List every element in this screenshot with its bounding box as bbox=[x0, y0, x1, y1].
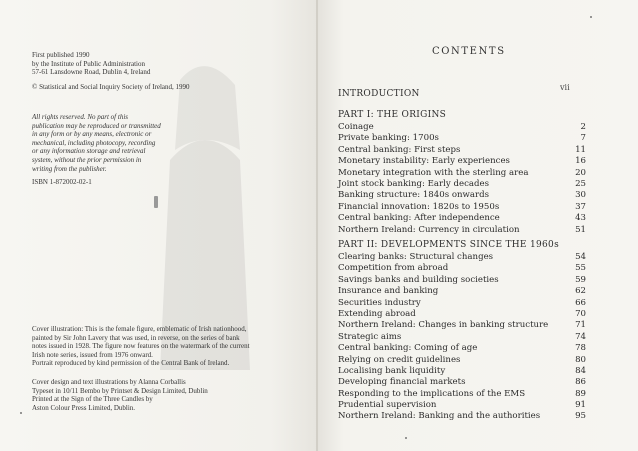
production-credits: Cover design and text illustrations by Alanna Corballis Typeset in 10/11 Bembo by Printset & Design Limited, Dublin Printed at the Sign of the Three Candles by Aston Colour Press Limited, Dublin. bbox=[32, 378, 208, 412]
toc-entry[interactable]: Private banking: 1700s 7 bbox=[338, 133, 586, 144]
toc-entry[interactable]: Central banking: After independence 43 bbox=[338, 213, 586, 224]
toc-entry[interactable]: Monetary instability: Early experiences 16 bbox=[338, 156, 586, 167]
toc-entry[interactable]: Savings banks and building societies 59 bbox=[338, 274, 586, 285]
toc-entry[interactable]: Northern Ireland: Changes in banking structure 71 bbox=[338, 320, 586, 331]
toc-entry[interactable]: Clearing banks: Structural changes 54 bbox=[338, 252, 586, 262]
toc-entry[interactable]: Securities industry 66 bbox=[338, 297, 586, 308]
toc-entry[interactable]: Responding to the implications of the EMS 89 bbox=[338, 388, 586, 399]
copyright-line: © Statistical and Social Inquiry Society of Ireland, 1990 bbox=[32, 83, 190, 91]
contents-title: CONTENTS bbox=[432, 46, 506, 57]
cover-illustration-note: Cover illustration: This is the female figure, emblematic of Irish nationhood, painted by Sir John Lavery that was used, in reverse, on the series of bank notes issued in 1928. The figure now features on the watermark of the current Irish note series, issued from 1976 onward. Portrait reproduced by kind permission of the Central Bank of Ireland. bbox=[32, 325, 250, 368]
publication-info: First published 1990 by the Institute of Public Administration 57-61 Lansdowne Road, Dublin 4, Ireland bbox=[32, 51, 151, 77]
toc-entry[interactable]: Strategic aims 74 bbox=[338, 331, 586, 342]
toc-entry[interactable]: Developing financial markets 86 bbox=[338, 377, 586, 388]
isbn: ISBN 1-872002-02-1 bbox=[32, 178, 92, 186]
toc-entry[interactable]: Localising bank liquidity 84 bbox=[338, 365, 586, 376]
toc-entry[interactable]: Relying on credit guidelines 80 bbox=[338, 354, 586, 365]
toc-entry[interactable]: Monetary integration with the sterling area 20 bbox=[338, 167, 586, 178]
toc-entry[interactable]: Northern Ireland: Currency in circulation 51 bbox=[338, 224, 586, 235]
toc-entry[interactable]: Northern Ireland: Banking and the authorities 95 bbox=[338, 411, 586, 422]
introduction-heading: INTRODUCTION bbox=[338, 89, 420, 99]
scan-speck bbox=[20, 412, 22, 414]
toc-entry[interactable]: Insurance and banking 62 bbox=[338, 286, 586, 297]
left-page bbox=[0, 0, 318, 451]
toc-entry[interactable]: Central banking: Coming of age 78 bbox=[338, 343, 586, 354]
introduction-page-number: vii bbox=[560, 83, 570, 92]
toc-entry[interactable]: Extending abroad 70 bbox=[338, 308, 586, 319]
scan-speck bbox=[590, 16, 592, 18]
rights-notice: All rights reserved. No part of this publication may be reproduced or transmitted in any form or by any means, electronic or mechanical, including photocopy, recording or any information storage and retrieval system, without the prior permission in writing from the publisher. bbox=[32, 113, 161, 173]
ornament-mark bbox=[154, 196, 158, 208]
toc-entry[interactable]: Coinage 2 bbox=[338, 122, 586, 132]
part-2-entries bbox=[338, 252, 586, 423]
toc-entry[interactable]: Central banking: First steps 11 bbox=[338, 144, 586, 155]
part-1-entries bbox=[338, 122, 586, 236]
scan-speck bbox=[405, 437, 407, 439]
toc-entry[interactable]: Competition from abroad 55 bbox=[338, 263, 586, 274]
toc-entry[interactable]: Joint stock banking: Early decades 25 bbox=[338, 178, 586, 189]
toc-entry[interactable]: Prudential supervision 91 bbox=[338, 400, 586, 411]
toc-entry[interactable]: Financial innovation: 1820s to 1950s 37 bbox=[338, 201, 586, 212]
part-1-heading: PART I: THE ORIGINS bbox=[338, 110, 447, 120]
toc-entry[interactable]: Banking structure: 1840s onwards 30 bbox=[338, 190, 586, 201]
part-2-heading: PART II: DEVELOPMENTS SINCE THE 1960s bbox=[338, 240, 559, 250]
